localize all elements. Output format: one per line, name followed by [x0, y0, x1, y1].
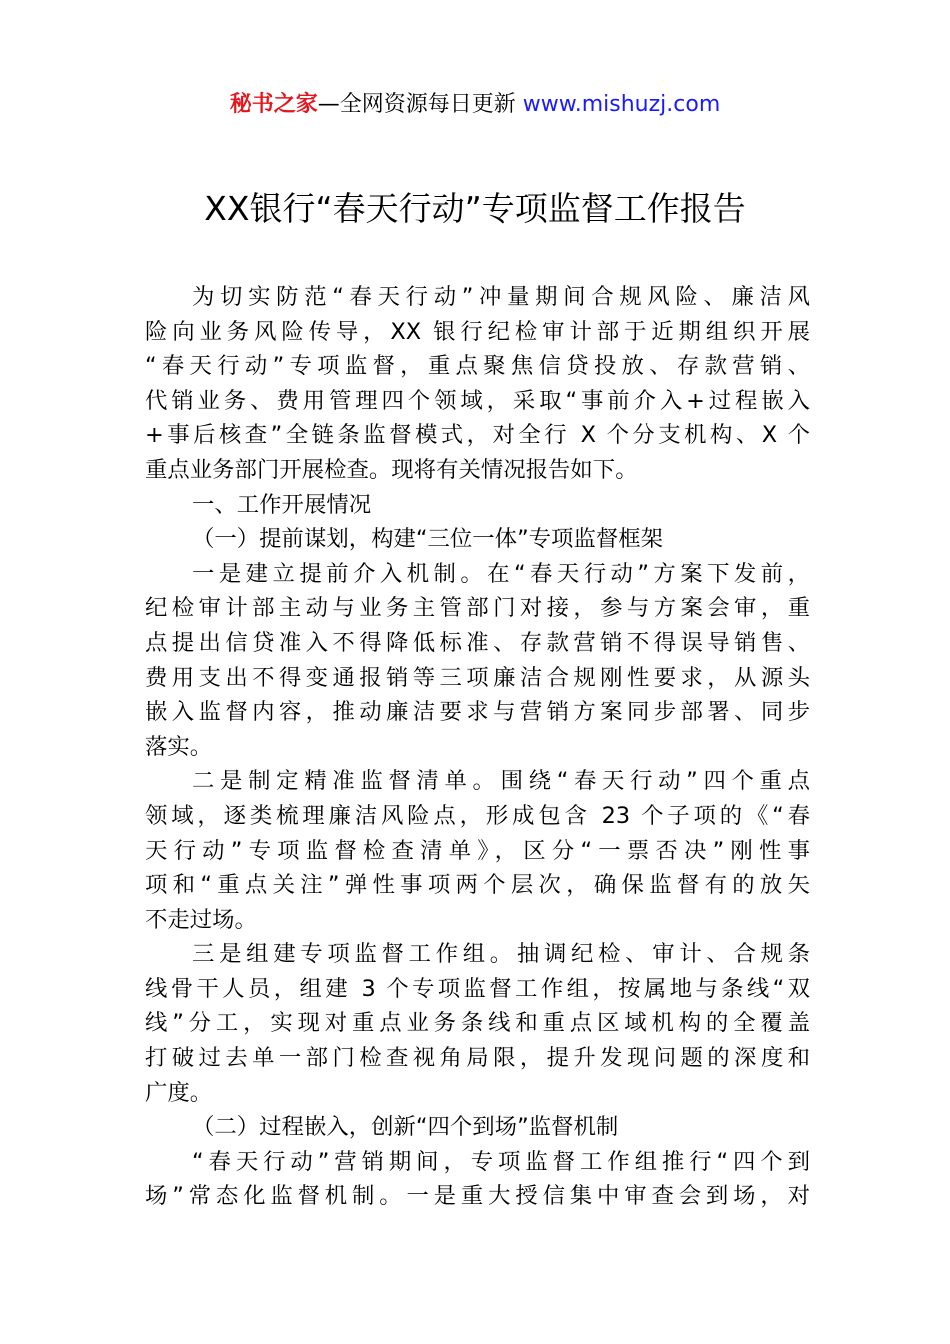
- body-line: 纪检审计部主动与业务主管部门对接，参与方案会审，重: [145, 595, 810, 622]
- body-line: 险向业务风险传导，XX 银行纪检审计部于近期组织开展: [145, 318, 810, 345]
- body-line: “春天行动”营销期间，专项监督工作组推行“四个到: [192, 1148, 810, 1175]
- body-line: 项和“重点关注”弹性事项两个层次，确保监督有的放矢: [145, 872, 810, 899]
- body-line: 打破过去单一部门检查视角局限，提升发现问题的深度和: [145, 1045, 810, 1072]
- body-line: 一是建立提前介入机制。在“春天行动”方案下发前，: [192, 560, 810, 587]
- body-line: 天行动”专项监督检查清单》，区分“一票否决”刚性事: [145, 837, 810, 864]
- body-line: 广度。: [145, 1079, 213, 1106]
- brand-name: 秘书之家: [229, 92, 318, 117]
- body-line: 不走过场。: [145, 906, 257, 933]
- body-line: +事后核查”全链条监督模式，对全行 X 个分支机构、X 个: [145, 422, 810, 449]
- document-title: XX银行“春天行动”专项监督工作报告: [204, 189, 746, 228]
- body-line: 代销业务、费用管理四个领域，采取“事前介入+过程嵌入: [145, 387, 810, 414]
- subsection-heading: （一）提前谋划，构建“三位一体”专项监督框架: [192, 526, 664, 553]
- body-line: 嵌入监督内容，推动廉洁要求与营销方案同步部署、同步: [145, 699, 810, 726]
- header-tagline: —全网资源每日更新: [317, 92, 523, 117]
- body-line: “春天行动”专项监督，重点聚焦信贷投放、存款营销、: [145, 353, 810, 380]
- site-header: [0, 88, 950, 122]
- body-line: 场”常态化监督机制。一是重大授信集中审查会到场，对: [145, 1183, 810, 1210]
- body-line: 重点业务部门开展检查。现将有关情况报告如下。: [145, 456, 638, 483]
- body-line: 二是制定精准监督清单。围绕“春天行动”四个重点: [192, 768, 810, 795]
- body-line: 领域，逐类梳理廉洁风险点，形成包含 23 个子项的《“春: [145, 802, 810, 829]
- body-line: 线”分工，实现对重点业务条线和重点区域机构的全覆盖: [145, 1010, 810, 1037]
- body-line: 费用支出不得变通报销等三项廉洁合规刚性要求，从源头: [145, 664, 810, 691]
- body-line: 为切实防范“春天行动”冲量期间合规风险、廉洁风: [192, 284, 810, 310]
- body-line: 三是组建专项监督工作组。抽调纪检、审计、合规条: [192, 941, 810, 968]
- body-line: 线骨干人员，组建 3 个专项监督工作组，按属地与条线“双: [145, 975, 810, 1002]
- subsection-heading: （二）过程嵌入，创新“四个到场”监督机制: [192, 1114, 619, 1141]
- section-heading: 一、工作开展情况: [192, 491, 372, 518]
- document-body: [145, 280, 810, 1214]
- site-url-link[interactable]: www.mishuzj.com: [522, 92, 721, 117]
- body-line: 点提出信贷准入不得降低标准、存款营销不得误导销售、: [145, 629, 810, 656]
- body-line: 落实。: [145, 733, 213, 760]
